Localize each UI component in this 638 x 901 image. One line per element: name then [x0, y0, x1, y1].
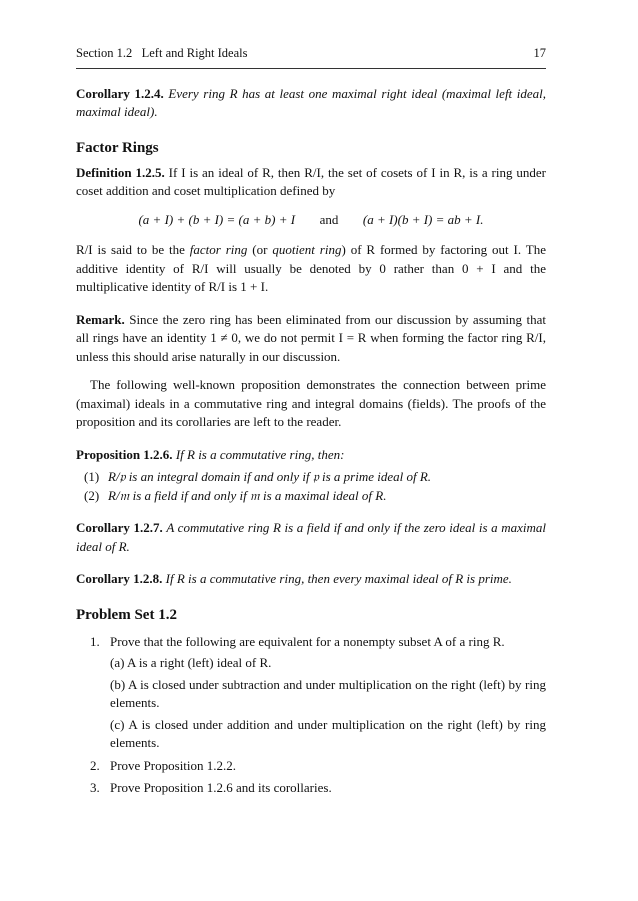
corollary-text: Every ring R has at least one maximal right ideal (maximal left ideal, maximal ideal).: [76, 85, 547, 119]
problem-number: 2.: [90, 757, 100, 773]
item-text: R/𝔪 is a field if and only if 𝔪 is a maximal ideal of R.: [108, 487, 387, 503]
item-label: (1): [84, 469, 100, 484]
page: [76, 44, 546, 798]
problem-item: [90, 757, 546, 776]
problem-text: Prove Proposition 1.2.6 and its corollaries.: [110, 780, 332, 795]
definition-1-2-5: [76, 164, 546, 201]
factor-ring-paragraph: [76, 241, 546, 297]
remark-text: Since the zero ring has been eliminated from our discussion by assuming that all rings have an identity 1 ≠ 0, we do not permit I = R when forming the factor ring R/I, unless this should arise naturally in our discussion.: [76, 311, 547, 364]
remark: [76, 311, 546, 367]
section-heading-problem-set: Problem Set 1.2: [76, 606, 177, 623]
proposition-items: [76, 468, 546, 505]
page-number: 17: [533, 46, 546, 60]
list-item: [84, 468, 546, 487]
problem-subitem: (c) A is closed under addition and under multiplication on the right (left) by ring elements.: [110, 716, 546, 750]
header-section-title: Section 1.2 Left and Right Ideals: [76, 46, 248, 60]
term-quotient-ring: quotient ring: [272, 242, 342, 257]
corollary-label: Corollary 1.2.8.: [76, 571, 163, 586]
corollary-text: A commutative ring R is a field if and only if the zero ideal is a maximal ideal of R.: [76, 520, 546, 554]
problem-subitem: (a) A is a right (left) ideal of R.: [110, 655, 272, 670]
corollary-label: Corollary 1.2.7.: [76, 520, 163, 535]
problem-item: [90, 779, 546, 798]
corollary-1-2-7: [76, 519, 546, 556]
problem-number: 1.: [90, 633, 100, 649]
paragraph-text: R/I is said to be the: [76, 242, 190, 257]
definition-label: Definition 1.2.5.: [76, 164, 165, 180]
corollary-text: If R is a commutative ring, then every maximal ideal of R is prime.: [165, 571, 512, 586]
coset-operations-equation: [76, 211, 546, 230]
section-heading-factor-rings: Factor Rings: [76, 139, 159, 156]
problem-text: Prove that the following are equivalent for a nonempty subset A of a ring R.: [110, 633, 505, 649]
problem-number: 3.: [90, 780, 100, 795]
corollary-1-2-8: [76, 570, 546, 589]
problem-text: Prove Proposition 1.2.2.: [110, 757, 237, 773]
problem-list: [76, 633, 546, 798]
item-text: R/𝔭 is an integral domain if and only if 𝔭 is a prime ideal of R.: [108, 469, 432, 484]
intro-paragraph: The following well-known proposition demonstrates the connection between prime (maximal) ideals in a commutative ring and integral domains (fields). The proofs of the proposition and its corollaries are left to the reader.: [76, 377, 546, 429]
proposition-1-2-6: [76, 446, 546, 465]
corollary-label: Corollary 1.2.4.: [76, 85, 164, 101]
list-item: [84, 487, 546, 506]
item-label: (2): [84, 487, 100, 503]
paragraph-text: (or: [247, 242, 273, 257]
proposition-text: If R is a commutative ring, then:: [175, 446, 345, 462]
corollary-1-2-4: [76, 85, 546, 122]
remark-label: Remark.: [76, 311, 125, 327]
term-factor-ring: factor ring: [189, 242, 248, 257]
running-header: [76, 44, 546, 69]
definition-text: If I is an ideal of R, then R/I, the set of cosets of I in R, is a ring under coset addition and coset multiplication defined by: [76, 164, 546, 198]
equation-and: and: [319, 211, 339, 227]
problem-item: [90, 633, 546, 753]
equation-multiplication: (a + I)(b + I) = ab + I.: [362, 211, 484, 227]
proposition-label: Proposition 1.2.6.: [76, 446, 173, 462]
paragraph-text: ) of R formed by factoring out I. The additive identity of R/I will usually be denoted by 0 rather than 0 + I and the multiplicative identity of R/I is 1 + I.: [76, 242, 546, 294]
problem-subitem: (b) A is closed under subtraction and under multiplication on the right (left) by ring elements.: [110, 676, 546, 710]
equation-addition: (a + I) + (b + I) = (a + b) + I: [138, 211, 296, 227]
